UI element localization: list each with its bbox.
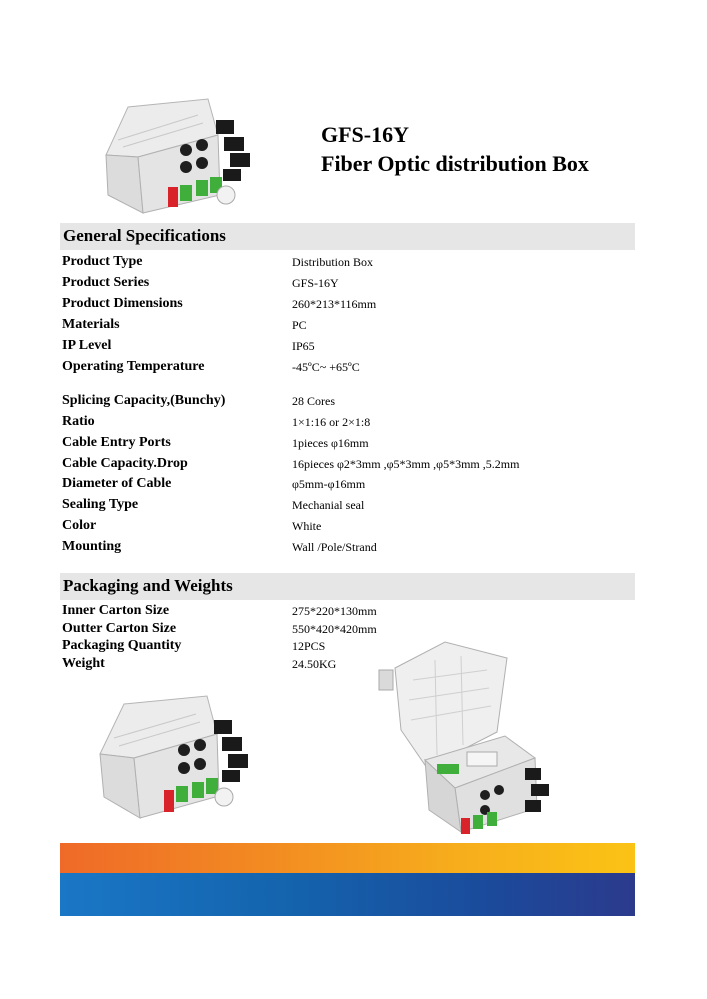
packaging-heading: Packaging and Weights xyxy=(63,576,233,595)
spec-label: Product Dimensions xyxy=(62,296,183,311)
spec-row xyxy=(62,456,622,476)
spec-row xyxy=(62,603,622,623)
spec-row xyxy=(62,497,622,517)
spec-value: 24.50KG xyxy=(292,657,337,671)
spec-value: Wall /Pole/Strand xyxy=(292,540,377,554)
spec-value: 1×1:16 or 2×1:8 xyxy=(292,415,371,429)
title-block xyxy=(321,120,589,178)
spec-value: GFS-16Y xyxy=(292,276,339,290)
spec-value: Distribution Box xyxy=(292,255,374,269)
product-image-open xyxy=(375,640,560,835)
spec-row xyxy=(62,435,622,455)
spec-row xyxy=(62,414,622,434)
spec-label: Operating Temperature xyxy=(62,359,205,374)
spec-row xyxy=(62,539,622,559)
product-name-title: Fiber Optic distribution Box xyxy=(321,151,589,176)
spec-row xyxy=(62,338,622,358)
spec-value: 275*220*130mm xyxy=(292,604,377,618)
spec-row xyxy=(62,296,622,316)
product-image-top xyxy=(98,95,273,215)
spec-value: IP65 xyxy=(292,339,315,353)
spec-label: Diameter of Cable xyxy=(62,476,172,491)
spec-row xyxy=(62,275,622,295)
spec-label: Outter Carton Size xyxy=(62,621,177,636)
spec-label: Mounting xyxy=(62,539,122,554)
product-image-closed xyxy=(92,692,272,822)
spec-label: Weight xyxy=(62,656,105,671)
spec-row xyxy=(62,254,622,274)
spec-value: φ5mm-φ16mm xyxy=(292,477,366,491)
footer-band-orange xyxy=(60,843,635,873)
spec-label: Splicing Capacity,(Bunchy) xyxy=(62,393,226,408)
spec-label: Color xyxy=(62,518,97,533)
spec-label: Packaging Quantity xyxy=(62,638,182,653)
spec-label: Inner Carton Size xyxy=(62,603,170,618)
spec-label: Cable Entry Ports xyxy=(62,435,171,450)
spec-value: -45ºC~ +65ºC xyxy=(292,360,360,374)
packaging-header xyxy=(60,573,635,600)
spec-value: 12PCS xyxy=(292,639,326,653)
spec-value: 260*213*116mm xyxy=(292,297,377,311)
spec-label: Cable Capacity.Drop xyxy=(62,456,188,471)
spec-label: Sealing Type xyxy=(62,497,139,512)
spec-row xyxy=(62,393,622,413)
spec-label: Product Series xyxy=(62,275,150,290)
spec-value: White xyxy=(292,519,322,533)
spec-value: Mechanial seal xyxy=(292,498,365,512)
general-specs-heading: General Specifications xyxy=(63,226,226,245)
footer-band-blue xyxy=(60,873,635,916)
spec-label: IP Level xyxy=(62,338,112,353)
spec-value: 28 Cores xyxy=(292,394,335,408)
general-specs-header xyxy=(60,223,635,250)
spec-row xyxy=(62,518,622,538)
spec-label: Ratio xyxy=(62,414,95,429)
spec-value: 1pieces φ16mm xyxy=(292,436,369,450)
spec-value: PC xyxy=(292,318,307,332)
spec-row xyxy=(62,359,622,379)
product-model-title: GFS-16Y xyxy=(321,122,409,147)
spec-row xyxy=(62,476,622,496)
spec-row xyxy=(62,317,622,337)
spec-label: Product Type xyxy=(62,254,143,269)
spec-label: Materials xyxy=(62,317,120,332)
spec-value: 16pieces φ2*3mm ,φ5*3mm ,φ5*3mm ,5.2mm xyxy=(292,457,520,471)
spec-value: 550*420*420mm xyxy=(292,622,377,636)
